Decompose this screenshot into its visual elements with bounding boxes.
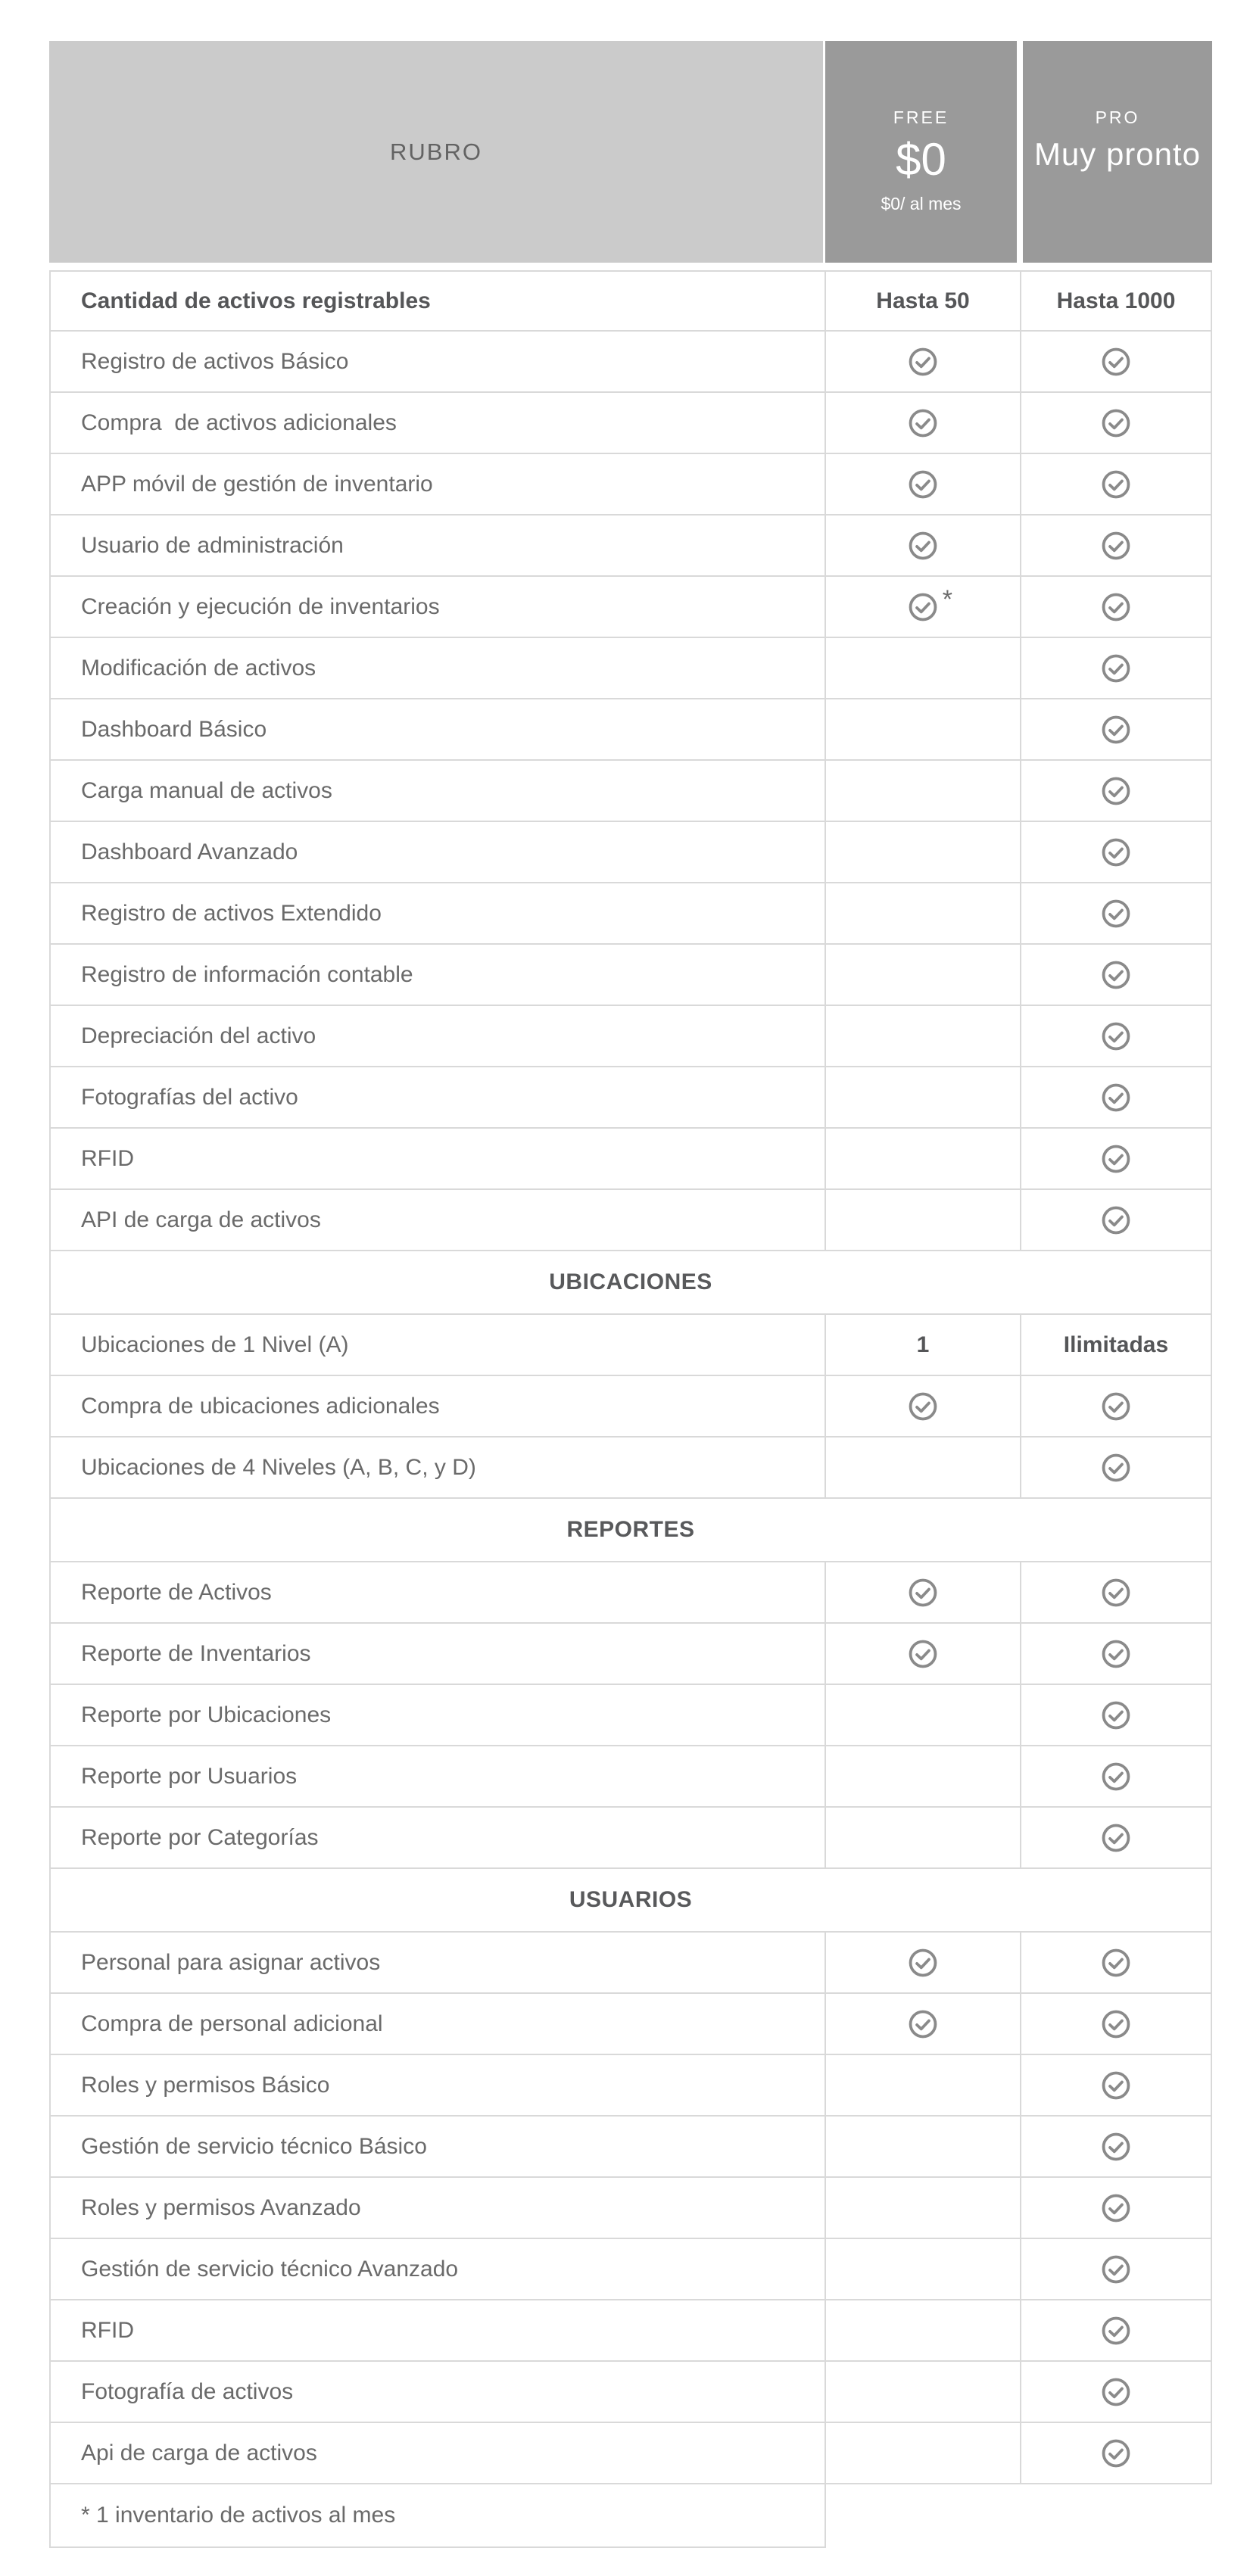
feature-label: RFID: [51, 2300, 826, 2360]
feature-row: [49, 1746, 1212, 1808]
table-header: [49, 41, 1212, 263]
feature-label: Reporte de Inventarios: [51, 1624, 826, 1684]
feature-row: [49, 1933, 1212, 1994]
free-value-cell: [826, 454, 1021, 514]
check-circle-icon: [1102, 1022, 1130, 1051]
feature-row: [49, 1129, 1212, 1190]
free-value-cell: [826, 1624, 1021, 1684]
feature-label: Api de carga de activos: [51, 2423, 826, 2483]
pro-value-cell: [1021, 1624, 1211, 1684]
section-title: USUARIOS: [569, 1887, 693, 1912]
feature-row: [49, 1376, 1212, 1438]
feature-label: RFID: [51, 1129, 826, 1188]
pro-value-cell: [1021, 1190, 1211, 1250]
feature-label: Roles y permisos Básico: [51, 2055, 826, 2115]
check-circle-icon: [1102, 2316, 1130, 2345]
check-circle-icon: [909, 470, 937, 499]
pro-value-cell: [1021, 699, 1211, 759]
pro-value-cell: [1021, 1438, 1211, 1497]
section-title: REPORTES: [566, 1517, 695, 1542]
feature-label: Depreciación del activo: [51, 1006, 826, 1066]
free-value-cell: [826, 2178, 1021, 2238]
check-circle-icon: [1102, 777, 1130, 805]
feature-label: Fotografía de activos: [51, 2362, 826, 2422]
free-plan-header-cell: [825, 41, 1017, 263]
feature-row: [49, 1808, 1212, 1869]
feature-row: [49, 577, 1212, 638]
feature-label: Registro de activos Básico: [51, 332, 826, 391]
free-value-cell: [826, 2055, 1021, 2115]
section-header-row-reportes: [49, 1499, 1212, 1562]
check-circle-icon: [909, 1578, 937, 1607]
feature-label: Ubicaciones de 4 Niveles (A, B, C, y D): [51, 1438, 826, 1497]
check-circle-icon: [1102, 2378, 1130, 2406]
check-circle-icon: [1102, 2010, 1130, 2039]
pro-value-cell: [1021, 1562, 1211, 1622]
free-value-cell: [826, 761, 1021, 821]
free-value-cell: [826, 1315, 1021, 1375]
check-circle-icon: [1102, 1083, 1130, 1112]
pro-value-cell: [1021, 1933, 1211, 1992]
feature-label: Creación y ejecución de inventarios: [51, 577, 826, 637]
feature-row: [49, 2055, 1212, 2117]
check-circle-icon: [1102, 1640, 1130, 1668]
free-value-cell: [826, 332, 1021, 391]
check-circle-icon: [1102, 961, 1130, 989]
feature-row: [49, 1994, 1212, 2055]
feature-row: [49, 1438, 1212, 1499]
feature-label: Cantidad de activos registrables: [51, 272, 826, 330]
free-value-cell: [826, 883, 1021, 943]
free-value-cell: [826, 1067, 1021, 1127]
feature-label: Reporte por Categorías: [51, 1808, 826, 1867]
free-value-cell: [826, 1376, 1021, 1436]
feature-label: API de carga de activos: [51, 1190, 826, 1250]
feature-row: [49, 945, 1212, 1006]
check-circle-icon: [1102, 347, 1130, 376]
feature-row: [49, 1190, 1212, 1251]
free-value-cell: [826, 2362, 1021, 2422]
feature-label: Reporte de Activos: [51, 1562, 826, 1622]
free-value-cell: [826, 516, 1021, 575]
pro-value-cell: [1021, 822, 1211, 882]
check-circle-icon: [1102, 2071, 1130, 2100]
pro-value-cell: [1021, 393, 1211, 453]
check-circle-icon: [1102, 2255, 1130, 2284]
pro-plan-name: PRO: [1095, 107, 1140, 127]
pro-value-cell: [1021, 1808, 1211, 1867]
pro-value-text: Ilimitadas: [1063, 1332, 1169, 1357]
pro-value-cell: [1021, 1685, 1211, 1745]
free-value-cell: [826, 1994, 1021, 2054]
feature-row: [49, 1315, 1212, 1376]
feature-row: [49, 516, 1212, 577]
pro-value-cell: [1021, 1067, 1211, 1127]
free-value-cell: [826, 1933, 1021, 1992]
check-circle-icon: [1102, 1578, 1130, 1607]
feature-label: Carga manual de activos: [51, 761, 826, 821]
pro-value-cell: [1021, 2300, 1211, 2360]
pro-value-cell: [1021, 272, 1211, 330]
check-circle-icon: [909, 1948, 937, 1977]
feature-label: Usuario de administración: [51, 516, 826, 575]
free-value-cell: [826, 1562, 1021, 1622]
pro-value-cell: [1021, 516, 1211, 575]
free-value-cell: [826, 2300, 1021, 2360]
check-circle-icon: [909, 347, 937, 376]
check-circle-icon: [909, 409, 937, 438]
feature-row: [49, 699, 1212, 761]
feature-row: [49, 1067, 1212, 1129]
free-value-cell: [826, 272, 1021, 330]
pro-value-cell: [1021, 454, 1211, 514]
pro-value-cell: [1021, 2423, 1211, 2483]
feature-label: Dashboard Básico: [51, 699, 826, 759]
feature-row: [49, 2300, 1212, 2362]
pro-value-cell: [1021, 577, 1211, 637]
pro-value-cell: [1021, 1376, 1211, 1436]
feature-label: Gestión de servicio técnico Básico: [51, 2117, 826, 2176]
check-circle-icon: [1102, 1701, 1130, 1730]
free-value-cell: [826, 2239, 1021, 2299]
section-header-row-usuarios: [49, 1869, 1212, 1933]
pro-value-cell: [1021, 2055, 1211, 2115]
free-value-cell: [826, 822, 1021, 882]
free-value-cell: [826, 699, 1021, 759]
feature-row: [49, 2423, 1212, 2484]
feature-row: [49, 454, 1212, 516]
check-circle-icon: [909, 1640, 937, 1668]
feature-row: [49, 2362, 1212, 2423]
feature-label: Gestión de servicio técnico Avanzado: [51, 2239, 826, 2299]
pro-value-cell: [1021, 1994, 1211, 2054]
check-circle-icon: [1102, 838, 1130, 867]
feature-row: [49, 1685, 1212, 1746]
pro-value-cell: [1021, 1746, 1211, 1806]
pro-value-cell: [1021, 2117, 1211, 2176]
pro-value-cell: [1021, 945, 1211, 1005]
free-value-cell: [826, 638, 1021, 698]
pro-value-cell: [1021, 1315, 1211, 1375]
feature-label: Compra de ubicaciones adicionales: [51, 1376, 826, 1436]
asterisk-note: *: [942, 584, 952, 614]
feature-label: Roles y permisos Avanzado: [51, 2178, 826, 2238]
section-header-row-ubicaciones: [49, 1251, 1212, 1315]
feature-row: [49, 1624, 1212, 1685]
check-circle-icon: [1102, 1762, 1130, 1791]
table-body: [49, 270, 1212, 2484]
feature-row: [49, 2117, 1212, 2178]
check-circle-icon: [1102, 1824, 1130, 1852]
check-circle-icon: [909, 584, 952, 621]
check-circle-icon: [1102, 1392, 1130, 1421]
feature-label: Reporte por Ubicaciones: [51, 1685, 826, 1745]
check-circle-icon: [1102, 1206, 1130, 1235]
feature-label: Personal para asignar activos: [51, 1933, 826, 1992]
free-value-cell: [826, 2117, 1021, 2176]
pro-value-cell: [1021, 2178, 1211, 2238]
feature-label: Registro de información contable: [51, 945, 826, 1005]
check-circle-icon: [1102, 654, 1130, 683]
rubro-header-label: RUBRO: [390, 138, 482, 165]
free-value-cell: [826, 1808, 1021, 1867]
free-value-cell: [826, 1438, 1021, 1497]
pro-value-cell: [1021, 883, 1211, 943]
pro-value-cell: [1021, 2239, 1211, 2299]
free-value-cell: [826, 945, 1021, 1005]
check-circle-icon: [1102, 593, 1130, 621]
free-plan-price: $0: [896, 133, 946, 185]
feature-row: [49, 332, 1212, 393]
feature-row: [49, 393, 1212, 454]
free-value-text: 1: [916, 1332, 930, 1357]
pro-plan-tagline: Muy pronto: [1033, 135, 1202, 172]
pro-value-cell: [1021, 1006, 1211, 1066]
feature-row: [49, 2178, 1212, 2239]
free-value-cell: [826, 1129, 1021, 1188]
feature-row: [49, 761, 1212, 822]
check-circle-icon: [1102, 899, 1130, 928]
check-circle-icon: [1102, 2132, 1130, 2161]
footnote-text: * 1 inventario de activos al mes: [81, 2503, 396, 2528]
feature-row: [49, 822, 1212, 883]
free-plan-name: FREE: [893, 107, 949, 127]
check-circle-icon: [909, 2010, 937, 2039]
feature-label: Ubicaciones de 1 Nivel (A): [51, 1315, 826, 1375]
feature-row: [49, 2239, 1212, 2300]
pro-value-text: Hasta 1000: [1056, 288, 1176, 313]
pro-plan-header-cell: [1023, 41, 1212, 263]
free-value-cell: [826, 1685, 1021, 1745]
check-circle-icon: [1102, 531, 1130, 560]
feature-label: Dashboard Avanzado: [51, 822, 826, 882]
check-circle-icon: [1102, 1948, 1130, 1977]
feature-label: Compra de personal adicional: [51, 1994, 826, 2054]
free-value-cell: [826, 2423, 1021, 2483]
free-value-cell: [826, 1006, 1021, 1066]
check-circle-icon: [1102, 1453, 1130, 1482]
pro-value-cell: [1021, 761, 1211, 821]
free-value-cell: [826, 577, 1021, 637]
section-title: UBICACIONES: [549, 1269, 712, 1294]
free-plan-period: $0/ al mes: [881, 193, 962, 213]
feature-row: [49, 883, 1212, 945]
footnote-row: [49, 2484, 826, 2548]
check-circle-icon: [1102, 470, 1130, 499]
check-circle-icon: [1102, 1145, 1130, 1173]
feature-row: [49, 1006, 1212, 1067]
pro-value-cell: [1021, 2362, 1211, 2422]
feature-label: Compra de activos adicionales: [51, 393, 826, 453]
pro-value-cell: [1021, 1129, 1211, 1188]
check-circle-icon: [1102, 2439, 1130, 2468]
free-value-cell: [826, 1190, 1021, 1250]
free-value-cell: [826, 393, 1021, 453]
feature-row: [49, 1562, 1212, 1624]
feature-row: [49, 270, 1212, 332]
pricing-comparison-table: [49, 41, 1212, 2548]
feature-label: Fotografías del activo: [51, 1067, 826, 1127]
free-value-text: Hasta 50: [876, 288, 970, 313]
feature-label: Modificación de activos: [51, 638, 826, 698]
check-circle-icon: [909, 1392, 937, 1421]
feature-row: [49, 638, 1212, 699]
feature-label: Registro de activos Extendido: [51, 883, 826, 943]
check-circle-icon: [1102, 2194, 1130, 2222]
feature-label: Reporte por Usuarios: [51, 1746, 826, 1806]
feature-label: APP móvil de gestión de inventario: [51, 454, 826, 514]
rubro-header-cell: [49, 41, 823, 263]
check-circle-icon: [1102, 409, 1130, 438]
pro-value-cell: [1021, 332, 1211, 391]
pro-value-cell: [1021, 638, 1211, 698]
free-value-cell: [826, 1746, 1021, 1806]
check-circle-icon: [1102, 715, 1130, 744]
check-circle-icon: [909, 531, 937, 560]
